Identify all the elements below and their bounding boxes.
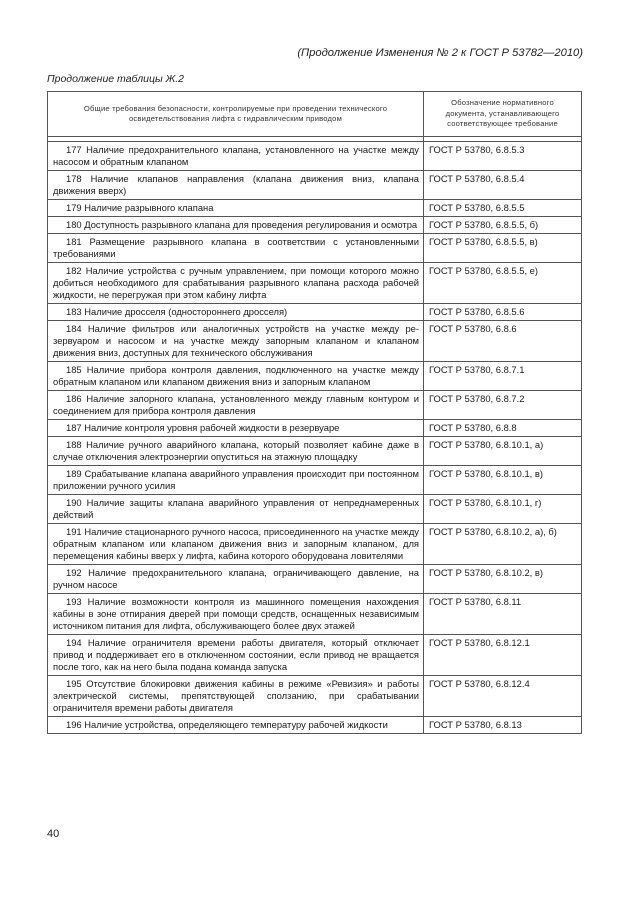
table-row	[48, 234, 582, 263]
document-reference-cell: ГОСТ Р 53780, 6.8.10.1, в)	[424, 466, 582, 495]
document-reference-cell: ГОСТ Р 53780, 6.8.5.3	[424, 142, 582, 171]
requirement-cell: 196 Наличие устройства, определяющего температуру рабочей жидкости	[48, 717, 424, 734]
table-header-row	[48, 92, 582, 137]
table-row	[48, 635, 582, 676]
document-reference-cell: ГОСТ Р 53780, 6.8.10.2, а), б)	[424, 524, 582, 565]
table-row	[48, 263, 582, 304]
page-number: 40	[47, 828, 60, 840]
header-document: Обозначение нормативного документа, устанавливающего соответствующее требование	[424, 92, 582, 137]
table-row	[48, 717, 582, 734]
document-reference-cell: ГОСТ Р 53780, 6.8.12.4	[424, 676, 582, 717]
document-reference-cell: ГОСТ Р 53780, 6.8.7.1	[424, 362, 582, 391]
document-reference-cell: ГОСТ Р 53780, 6.8.5.5	[424, 200, 582, 217]
document-reference-cell: ГОСТ Р 53780, 6.8.8	[424, 420, 582, 437]
continuation-header: (Продолжение Изменения № 2 к ГОСТ Р 53782—2010)	[297, 47, 583, 59]
requirement-cell: 186 Наличие запорного клапана, установленного между главным контуром и соединением для прибора контроля давления	[48, 391, 424, 420]
table-row	[48, 524, 582, 565]
document-reference-cell: ГОСТ Р 53780, 6.8.5.5, в)	[424, 234, 582, 263]
table-row	[48, 466, 582, 495]
requirement-cell: 194 Наличие ограничителя времени работы двигателя, который отключает привод и поддерживает его в отключенном состоянии, если привод не вращается после того, как на него была подана команда запуска	[48, 635, 424, 676]
table-row	[48, 420, 582, 437]
document-reference-cell: ГОСТ Р 53780, 6.8.7.2	[424, 391, 582, 420]
requirement-cell: 187 Наличие контроля уровня рабочей жидкости в резервуаре	[48, 420, 424, 437]
document-reference-cell: ГОСТ Р 53780, 6.8.10.1, а)	[424, 437, 582, 466]
document-reference-cell: ГОСТ Р 53780, 6.8.13	[424, 717, 582, 734]
header-requirements: Общие требования безопасности, контролируемые при проведении технического освидетельствования лифта с гидравлическим приводом	[48, 92, 424, 137]
requirement-cell: 183 Наличие дросселя (одностороннего дросселя)	[48, 304, 424, 321]
table-row	[48, 594, 582, 635]
document-reference-cell: ГОСТ Р 53780, 6.8.6	[424, 321, 582, 362]
table-row	[48, 200, 582, 217]
document-reference-cell: ГОСТ Р 53780, 6.8.10.2, в)	[424, 565, 582, 594]
requirement-cell: 189 Срабатывание клапана аварийного управления происходит при постоянном приложении ручного усилия	[48, 466, 424, 495]
table-row	[48, 362, 582, 391]
requirement-cell: 188 Наличие ручного аварийного клапана, который позволяет кабине даже в случае отключения электроэнергии опуститься на этажную площадку	[48, 437, 424, 466]
document-reference-cell: ГОСТ Р 53780, 6.8.11	[424, 594, 582, 635]
requirement-cell: 192 Наличие предохранительного клапана, ограничивающего давление, на ручном насосе	[48, 565, 424, 594]
requirements-table	[47, 91, 582, 734]
document-reference-cell: ГОСТ Р 53780, 6.8.5.5, б)	[424, 217, 582, 234]
table-row	[48, 142, 582, 171]
table-row	[48, 565, 582, 594]
table-row	[48, 676, 582, 717]
requirement-cell: 185 Наличие прибора контроля давления, подключенного на участке между обратным клапаном или клапаном движения вниз и запорным клапаном	[48, 362, 424, 391]
table-body	[48, 137, 582, 734]
document-reference-cell: ГОСТ Р 53780, 6.8.5.4	[424, 171, 582, 200]
requirement-cell: 181 Размещение разрывного клапана в соответствии с установленными требованиями	[48, 234, 424, 263]
requirement-cell: 191 Наличие стационарного ручного насоса, присоединенного на участке между обратным клапаном или клапаном движения вниз и запорным клапаном, для перемещения кабины вверх у лифта, кабина которого оборудована ловителями	[48, 524, 424, 565]
requirement-cell: 179 Наличие разрывного клапана	[48, 200, 424, 217]
table-caption: Продолжение таблицы Ж.2	[47, 73, 184, 85]
document-reference-cell: ГОСТ Р 53780, 6.8.10.1, г)	[424, 495, 582, 524]
requirement-cell: 195 Отсутствие блокировки движения кабины в режиме «Ревизия» и работы электрической системы, препятствующей сползанию, при срабатывании ограничителя времени работы двигателя	[48, 676, 424, 717]
requirement-cell: 190 Наличие защиты клапана аварийного управления от непреднамеренных действий	[48, 495, 424, 524]
table-row	[48, 495, 582, 524]
document-reference-cell: ГОСТ Р 53780, 6.8.5.6	[424, 304, 582, 321]
requirement-cell: 177 Наличие предохранительного клапана, установленного на участке между насосом и обратным клапаном	[48, 142, 424, 171]
table-row	[48, 171, 582, 200]
requirement-cell: 193 Наличие возможности контроля из машинного помещения нахождения кабины в зоне отпирания дверей при помощи средств, оснащенных независимым источником питания для лифта, обслуживающего более двух этажей	[48, 594, 424, 635]
requirement-cell: 184 Наличие фильтров или аналогичных устройств на участке между резервуаром и насосом и на участке между запорным клапаном и клапаном движения вниз, доступных для технического обслуживания	[48, 321, 424, 362]
table-row	[48, 437, 582, 466]
table-row	[48, 321, 582, 362]
document-reference-cell: ГОСТ Р 53780, 6.8.5.5, е)	[424, 263, 582, 304]
document-reference-cell: ГОСТ Р 53780, 6.8.12.1	[424, 635, 582, 676]
table-row	[48, 217, 582, 234]
requirement-cell: 178 Наличие клапанов направления (клапана движения вниз, клапана движения вверх)	[48, 171, 424, 200]
table-row	[48, 391, 582, 420]
table-row	[48, 304, 582, 321]
requirement-cell: 182 Наличие устройства с ручным управлением, при помощи которого можно добиться необходимого для срабатывания разрывного клапана расхода рабочей жидкости, не перегружая при этом кабину лифта	[48, 263, 424, 304]
requirement-cell: 180 Доступность разрывного клапана для проведения регулирования и осмотра	[48, 217, 424, 234]
